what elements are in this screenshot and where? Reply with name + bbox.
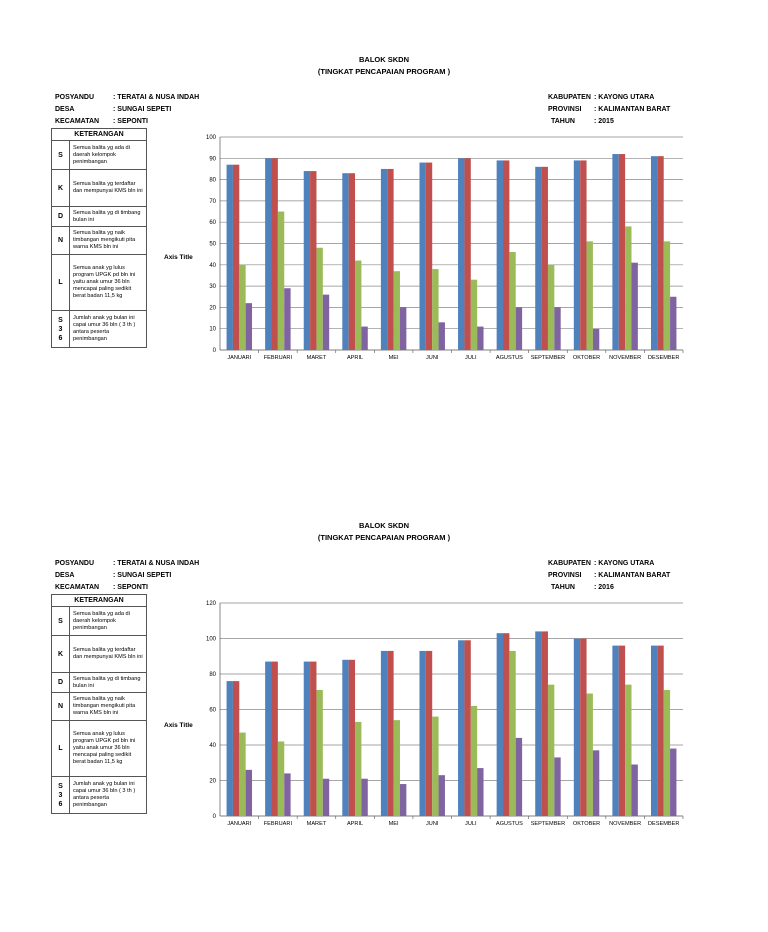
x-tick-label: MARET	[306, 821, 327, 827]
x-tick-label: AGUSTUS	[495, 821, 523, 827]
legend-code-s: S	[52, 607, 70, 636]
bar	[516, 307, 522, 350]
kecamatan-label: KECAMATAN	[55, 118, 100, 125]
legend-header: KETERANGAN	[52, 595, 147, 607]
bar	[542, 631, 548, 816]
skdn-bar-chart-2015	[195, 130, 695, 365]
bar	[432, 269, 438, 350]
report-subtitle: (TINGKAT PENCAPAIAN PROGRAM )	[317, 533, 451, 542]
bar	[497, 633, 503, 816]
legend-code-l: L	[52, 255, 70, 311]
x-tick-label: DESEMBER	[648, 355, 680, 361]
tahun-value: : 2015	[594, 118, 614, 125]
bar	[477, 768, 483, 816]
tahun-label: TAHUN	[551, 118, 575, 125]
legend-desc-k: Semua balita yg terdaftar dan mempunyai KMS bln ini	[70, 636, 147, 673]
bar	[670, 749, 676, 816]
bar	[657, 646, 663, 816]
legend-code-s36: S 3 6	[52, 777, 70, 814]
legend-desc-s36: Jumlah anak yg bulan ini capai umur 36 bln ( 3 th ) antara peserta penimbangan	[70, 311, 147, 348]
bar	[587, 241, 593, 350]
bar	[619, 154, 625, 350]
kabupaten-value: : KAYONG UTARA	[594, 94, 655, 101]
bar	[439, 775, 445, 816]
bar	[342, 660, 348, 816]
legend-desc-k: Semua balita yg terdaftar dan mempunyai KMS bln ini	[70, 170, 147, 207]
desa-value: : SUNGAI SEPETI	[113, 572, 172, 579]
bar	[464, 640, 470, 816]
legend-desc-s36: Jumlah anak yg bulan ini capai umur 36 bln ( 3 th ) antara peserta penimbangan	[70, 777, 147, 814]
bar	[381, 169, 387, 350]
x-tick-label: JULI	[465, 355, 477, 361]
y-tick-label: 90	[209, 156, 216, 163]
x-tick-label: MARET	[306, 355, 327, 361]
legend-code-k: K	[52, 170, 70, 207]
bar	[593, 750, 599, 816]
bar	[400, 784, 406, 816]
posyandu-value: : TERATAI & NUSA INDAH	[113, 94, 200, 101]
bar	[387, 169, 393, 350]
kecamatan-value: : SEPONTI	[113, 118, 149, 125]
bar	[233, 681, 239, 816]
legend-desc-s: Semua balita yg ada di daerah kelompok penimbangan	[70, 607, 147, 636]
x-tick-label: SEPTEMBER	[530, 821, 566, 827]
provinsi-value: : KALIMANTAN BARAT	[594, 572, 671, 579]
posyandu-label: POSYANDU	[55, 94, 95, 101]
bar	[619, 646, 625, 816]
desa-label: DESA	[55, 572, 75, 579]
provinsi-label: PROVINSI	[548, 106, 582, 113]
bar	[394, 720, 400, 816]
bar	[471, 706, 477, 816]
provinsi-value: : KALIMANTAN BARAT	[594, 106, 671, 113]
bar	[651, 156, 657, 350]
x-tick-label: DESEMBER	[648, 821, 680, 827]
bar	[304, 662, 310, 816]
bar	[439, 322, 445, 350]
x-tick-label: AGUSTUS	[495, 355, 523, 361]
legend-code-k: K	[52, 636, 70, 673]
skdn-section-2015	[0, 0, 768, 361]
x-tick-label: MEI	[388, 355, 399, 361]
legend-desc-s: Semua balita yg ada di daerah kelompok penimbangan	[70, 141, 147, 170]
bar	[625, 226, 631, 350]
kabupaten-label: KABUPATEN	[548, 94, 591, 101]
x-tick-label: NOVEMBER	[609, 355, 642, 361]
bar	[432, 717, 438, 816]
bar	[458, 158, 464, 350]
bar	[458, 640, 464, 816]
report-title: BALOK SKDN	[359, 521, 409, 530]
bar	[542, 167, 548, 350]
bar	[548, 685, 554, 816]
y-tick-label: 80	[209, 672, 216, 678]
y-axis-title: Axis Title	[164, 254, 193, 261]
bar	[535, 631, 541, 816]
bar	[548, 265, 554, 350]
bar	[239, 265, 245, 350]
tahun-value: : 2016	[594, 584, 614, 591]
x-tick-label: JANUARI	[227, 355, 252, 361]
legend-code-s: S	[52, 141, 70, 170]
x-tick-label: OKTOBER	[572, 355, 601, 361]
bar	[323, 295, 329, 350]
y-tick-label: 120	[205, 601, 216, 607]
bar	[272, 662, 278, 816]
kabupaten-value: : KAYONG UTARA	[594, 560, 655, 567]
legend-code-d: D	[52, 673, 70, 693]
y-tick-label: 60	[209, 220, 216, 227]
legend-code-n: N	[52, 227, 70, 255]
bar	[246, 770, 252, 816]
bar	[625, 685, 631, 816]
bar	[503, 160, 509, 350]
x-tick-label: JUNI	[425, 821, 439, 827]
bar	[349, 173, 355, 350]
kecamatan-label: KECAMATAN	[55, 584, 100, 591]
bar	[464, 158, 470, 350]
location-right	[548, 558, 670, 594]
bar	[323, 779, 329, 816]
bar	[233, 165, 239, 350]
x-tick-label: FEBRUARI	[263, 821, 293, 827]
bar	[426, 651, 432, 816]
legend-table	[51, 128, 147, 348]
bar	[316, 690, 322, 816]
bar	[580, 160, 586, 350]
skdn-section-2016	[0, 466, 768, 827]
bar	[400, 307, 406, 350]
legend-desc-n: Semua balita yg naik timbangan mengikuti pita warna KMS bln ini	[70, 227, 147, 255]
bar	[419, 163, 425, 350]
bar	[657, 156, 663, 350]
bar	[554, 307, 560, 350]
bar	[631, 765, 637, 816]
bar	[471, 280, 477, 350]
bar	[265, 158, 271, 350]
legend-code-d: D	[52, 207, 70, 227]
bar	[278, 741, 284, 816]
bar	[580, 639, 586, 817]
bar	[227, 681, 233, 816]
kecamatan-value: : SEPONTI	[113, 584, 149, 591]
desa-label: DESA	[55, 106, 75, 113]
y-tick-label: 40	[209, 262, 216, 269]
location-left	[55, 92, 199, 128]
y-tick-label: 30	[209, 284, 216, 291]
legend-desc-l: Semua anak yg lulus program UPGK pd bln ini yaitu anak umur 36 bln mencapai paling sedikit berat badan 11,5 kg	[70, 255, 147, 311]
bar	[284, 288, 290, 350]
provinsi-label: PROVINSI	[548, 572, 582, 579]
bar	[272, 158, 278, 350]
location-right	[548, 92, 670, 128]
bar	[612, 646, 618, 816]
kabupaten-label: KABUPATEN	[548, 560, 591, 567]
desa-value: : SUNGAI SEPETI	[113, 106, 172, 113]
bar	[349, 660, 355, 816]
tahun-label: TAHUN	[551, 584, 575, 591]
posyandu-value: : TERATAI & NUSA INDAH	[113, 560, 200, 567]
x-tick-label: JULI	[465, 821, 477, 827]
y-axis-title: Axis Title	[164, 722, 193, 729]
bar	[304, 171, 310, 350]
x-tick-label: APRIL	[346, 355, 364, 361]
bar	[593, 329, 599, 350]
bar	[535, 167, 541, 350]
legend-desc-d: Semua balita yg di timbang bulan ini	[70, 673, 147, 693]
report-subtitle: (TINGKAT PENCAPAIAN PROGRAM )	[317, 67, 451, 76]
x-tick-label: APRIL	[346, 821, 364, 827]
bar	[265, 662, 271, 816]
legend-desc-n: Semua balita yg naik timbangan mengikuti pita warna KMS bln ini	[70, 693, 147, 721]
bar	[316, 248, 322, 350]
bar	[670, 297, 676, 350]
bar	[278, 212, 284, 350]
skdn-bar-chart-2016	[195, 596, 695, 831]
report-title: BALOK SKDN	[359, 55, 409, 64]
posyandu-label: POSYANDU	[55, 560, 95, 567]
bar	[227, 165, 233, 350]
bar	[503, 633, 509, 816]
y-tick-label: 40	[209, 743, 216, 749]
x-tick-label: NOVEMBER	[609, 821, 642, 827]
bar	[342, 173, 348, 350]
bar	[246, 303, 252, 350]
bar	[509, 252, 515, 350]
y-tick-label: 10	[209, 326, 216, 333]
bar	[497, 160, 503, 350]
legend-code-s36: S 3 6	[52, 311, 70, 348]
location-left	[55, 558, 199, 594]
y-tick-label: 100	[205, 636, 216, 643]
bar	[574, 639, 580, 817]
bar	[381, 651, 387, 816]
bar	[516, 738, 522, 816]
legend-desc-l: Semua anak yg lulus program UPGK pd bln ini yaitu anak umur 36 bln mencapai paling sedikit berat badan 11,5 kg	[70, 721, 147, 777]
x-tick-label: JANUARI	[227, 821, 252, 827]
y-tick-label: 20	[209, 305, 216, 312]
bar	[664, 690, 670, 816]
bar	[361, 327, 367, 350]
bar	[394, 271, 400, 350]
bar	[310, 662, 316, 816]
y-tick-label: 100	[205, 135, 216, 141]
x-tick-label: MEI	[388, 821, 399, 827]
bar	[664, 241, 670, 350]
bar	[387, 651, 393, 816]
legend-code-n: N	[52, 693, 70, 721]
bar	[426, 163, 432, 350]
bar	[477, 327, 483, 350]
y-tick-label: 50	[209, 241, 216, 248]
legend-desc-d: Semua balita yg di timbang bulan ini	[70, 207, 147, 227]
bar	[587, 694, 593, 816]
bar	[554, 757, 560, 816]
y-tick-label: 60	[209, 707, 216, 714]
bar	[355, 261, 361, 350]
y-tick-label: 70	[209, 198, 216, 205]
legend-header: KETERANGAN	[52, 129, 147, 141]
bar	[631, 263, 637, 350]
legend-code-l: L	[52, 721, 70, 777]
bar	[361, 779, 367, 816]
bar	[612, 154, 618, 350]
bar	[284, 773, 290, 816]
x-tick-label: FEBRUARI	[263, 355, 293, 361]
y-tick-label: 80	[209, 177, 216, 184]
y-tick-label: 0	[212, 348, 216, 354]
bar	[651, 646, 657, 816]
bar	[239, 733, 245, 816]
y-tick-label: 20	[209, 778, 216, 785]
x-tick-label: JUNI	[425, 355, 439, 361]
x-tick-label: OKTOBER	[572, 821, 601, 827]
bar	[509, 651, 515, 816]
bar	[310, 171, 316, 350]
bar	[574, 160, 580, 350]
bar	[419, 651, 425, 816]
legend-table	[51, 594, 147, 814]
x-tick-label: SEPTEMBER	[530, 355, 566, 361]
bar	[355, 722, 361, 816]
y-tick-label: 0	[212, 814, 216, 820]
